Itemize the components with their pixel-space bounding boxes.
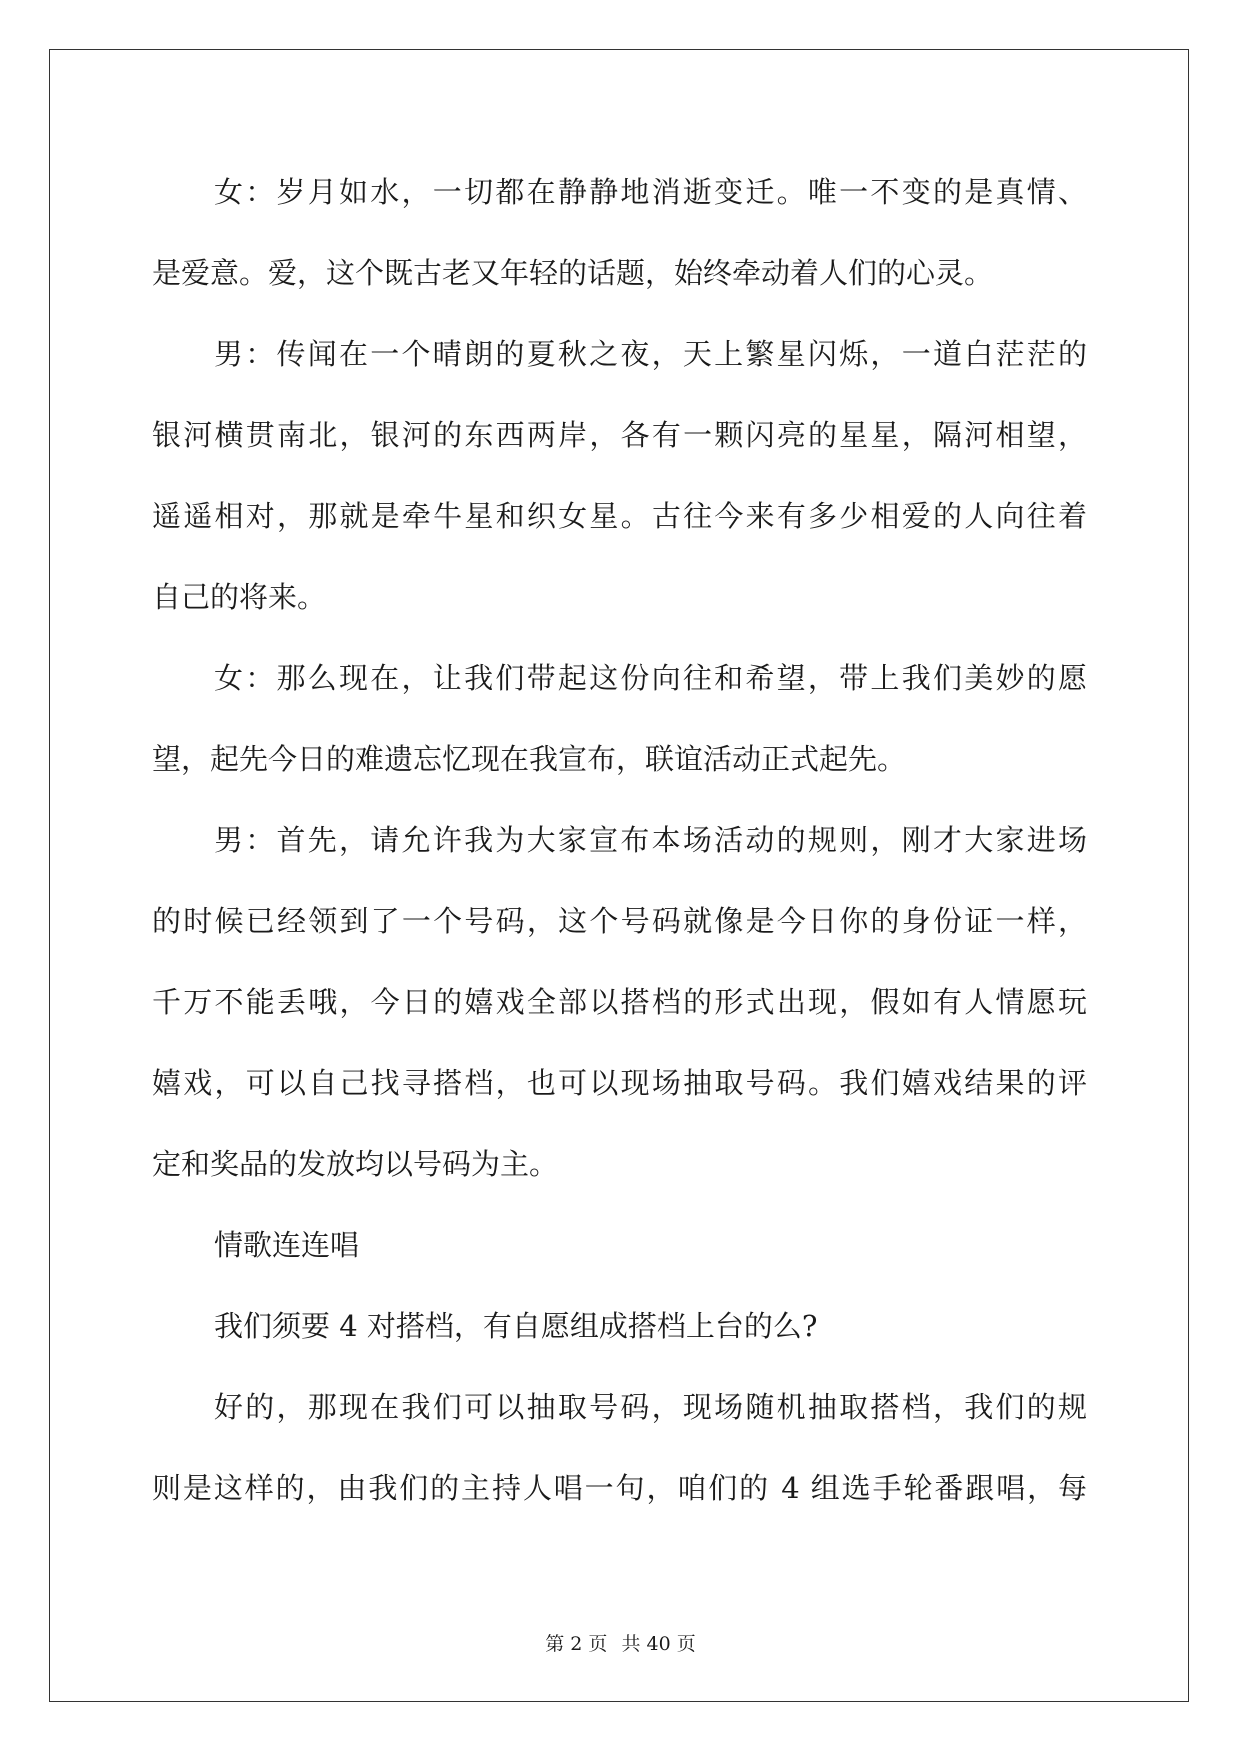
document-body bbox=[152, 165, 1087, 1542]
text-line: 我们须要 4 对搭档，有自愿组成搭档上台的么? bbox=[214, 1309, 818, 1343]
text-line: 千万不能丢哦，今日的嬉戏全部以搭档的形式出现，假如有人情愿玩 bbox=[152, 985, 1087, 1019]
text-line: 女：岁月如水，一切都在静静地消逝变迁。唯一不变的是真情、 bbox=[214, 175, 1087, 209]
page-number: 第 2 页 bbox=[545, 1633, 608, 1655]
text-line: 银河横贯南北，银河的东西两岸，各有一颗闪亮的星星，隔河相望， bbox=[152, 418, 1087, 452]
page-footer bbox=[0, 1629, 1241, 1656]
text-line: 望，起先今日的难遗忘忆现在我宣布，联谊活动正式起先。 bbox=[152, 742, 907, 776]
text-line: 情歌连连唱 bbox=[214, 1228, 360, 1262]
text-line: 女：那么现在，让我们带起这份向往和希望，带上我们美妙的愿 bbox=[214, 661, 1087, 695]
text-line: 自己的将来。 bbox=[152, 580, 327, 614]
text-line: 的时候已经领到了一个号码，这个号码就像是今日你的身份证一样， bbox=[152, 904, 1087, 938]
text-line: 是爱意。爱，这个既古老又年轻的话题，始终牵动着人们的心灵。 bbox=[152, 256, 994, 290]
text-line: 遥遥相对，那就是牵牛星和织女星。古往今来有多少相爱的人向往着 bbox=[152, 499, 1087, 533]
text-line: 定和奖品的发放均以号码为主。 bbox=[152, 1147, 559, 1181]
text-line: 好的，那现在我们可以抽取号码，现场随机抽取搭档，我们的规 bbox=[214, 1390, 1087, 1424]
text-line: 男：首先，请允许我为大家宣布本场活动的规则，刚才大家进场 bbox=[214, 823, 1087, 857]
text-line: 男：传闻在一个晴朗的夏秋之夜，天上繁星闪烁，一道白茫茫的 bbox=[214, 337, 1087, 371]
text-line: 嬉戏，可以自己找寻搭档，也可以现场抽取号码。我们嬉戏结果的评 bbox=[152, 1066, 1087, 1100]
total-pages: 共 40 页 bbox=[621, 1633, 696, 1655]
text-line: 则是这样的，由我们的主持人唱一句，咱们的 4 组选手轮番跟唱，每 bbox=[152, 1471, 1087, 1505]
